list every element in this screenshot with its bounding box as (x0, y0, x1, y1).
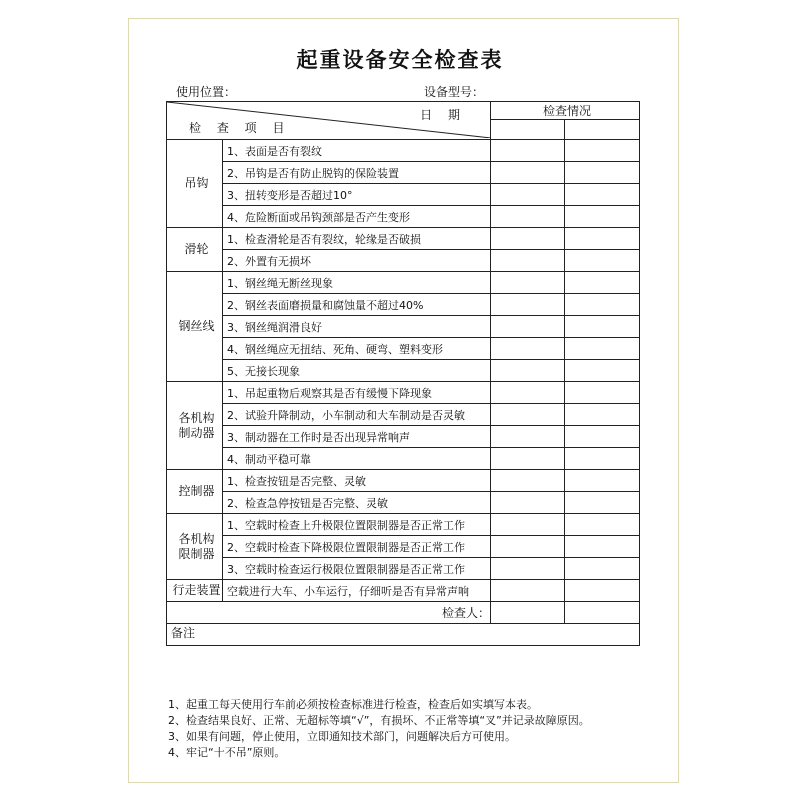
check-cell[interactable] (491, 228, 565, 250)
check-cell[interactable] (565, 272, 640, 294)
item-text: 1、空载时检查上升极限位置限制器是否正常工作 (223, 514, 491, 536)
item-text: 4、制动平稳可靠 (223, 448, 491, 470)
check-cell[interactable] (565, 228, 640, 250)
check-cell[interactable] (565, 140, 640, 162)
check-cell[interactable] (491, 404, 565, 426)
item-text: 1、钢丝绳无断丝现象 (223, 272, 491, 294)
category-controller: 控制器 (167, 470, 223, 514)
item-text: 4、钢丝绳应无扭结、死角、硬弯、塑料变形 (223, 338, 491, 360)
item-text: 2、试验升降制动，小车制动和大车制动是否灵敏 (223, 404, 491, 426)
table-row (167, 316, 640, 338)
check-cell[interactable] (491, 426, 565, 448)
check-cell[interactable] (565, 558, 640, 580)
check-cell[interactable] (565, 206, 640, 228)
check-cell[interactable] (565, 294, 640, 316)
check-cell[interactable] (491, 360, 565, 382)
check-cell[interactable] (491, 140, 565, 162)
instructions (168, 697, 590, 761)
checker-label: 检查人： (167, 602, 491, 624)
table-row (167, 272, 640, 294)
table-row (167, 558, 640, 580)
category-limiters (167, 514, 223, 580)
table-row (167, 338, 640, 360)
table-row (167, 470, 640, 492)
instruction-line: 2、检查结果良好、正常、无超标等填“√”，有损坏、不正常等填“叉”并记录故障原因。 (168, 714, 590, 727)
item-text: 1、检查按钮是否完整、灵敏 (223, 470, 491, 492)
table-row (167, 492, 640, 514)
table-row (167, 580, 640, 602)
table-row (167, 426, 640, 448)
table-row (167, 294, 640, 316)
table-row (167, 206, 640, 228)
date-cell[interactable] (491, 120, 565, 140)
check-cell[interactable] (491, 338, 565, 360)
check-cell[interactable] (565, 580, 640, 602)
instruction-line: 1、起重工每天使用行车前必须按检查标准进行检查，检查后如实填写本表。 (168, 698, 538, 711)
table-row (167, 228, 640, 250)
remarks-row (167, 624, 640, 646)
check-cell[interactable] (565, 448, 640, 470)
category-brakes-line2: 制动器 (178, 425, 215, 440)
location-label: 使用位置： (176, 85, 237, 99)
check-cell[interactable] (491, 294, 565, 316)
check-cell[interactable] (565, 316, 640, 338)
category-wire-rope: 钢丝线 (167, 272, 223, 382)
checker-row (167, 602, 640, 624)
header-date-label: 日 期 (420, 108, 466, 122)
item-text: 2、空载时检查下降极限位置限制器是否正常工作 (223, 536, 491, 558)
check-cell[interactable] (565, 382, 640, 404)
check-cell[interactable] (565, 250, 640, 272)
check-cell[interactable] (491, 514, 565, 536)
check-cell[interactable] (491, 558, 565, 580)
check-cell[interactable] (491, 206, 565, 228)
table-row (167, 140, 640, 162)
item-text: 3、扭转变形是否超过10° (223, 184, 491, 206)
check-cell[interactable] (565, 492, 640, 514)
check-cell[interactable] (565, 404, 640, 426)
check-cell[interactable] (565, 338, 640, 360)
item-text: 3、钢丝绳润滑良好 (223, 316, 491, 338)
check-cell[interactable] (565, 184, 640, 206)
table-row (167, 382, 640, 404)
category-brakes (167, 382, 223, 470)
header-diagonal-cell (167, 102, 491, 140)
signature-cell[interactable] (491, 602, 565, 624)
check-cell[interactable] (565, 470, 640, 492)
category-travel: 行走装置 (167, 580, 223, 602)
check-cell[interactable] (565, 426, 640, 448)
instruction-line: 3、如果有问题，停止使用，立即通知技术部门，问题解决后方可使用。 (168, 730, 516, 743)
header-row (167, 102, 640, 120)
category-limiters-line1: 各机构 (178, 531, 215, 546)
check-cell[interactable] (565, 360, 640, 382)
check-cell[interactable] (491, 492, 565, 514)
check-cell[interactable] (491, 536, 565, 558)
check-cell[interactable] (491, 470, 565, 492)
check-cell[interactable] (565, 514, 640, 536)
category-pulley: 滑轮 (167, 228, 223, 272)
header-status-label: 检查情况 (491, 102, 640, 120)
table-row (167, 404, 640, 426)
form-title: 起重设备安全检查表 (296, 47, 504, 72)
item-text: 5、无接长现象 (223, 360, 491, 382)
item-text: 1、表面是否有裂纹 (223, 140, 491, 162)
item-text: 4、危险断面或吊钩颈部是否产生变形 (223, 206, 491, 228)
item-text: 3、制动器在工作时是否出现异常响声 (223, 426, 491, 448)
check-cell[interactable] (491, 162, 565, 184)
remarks-field[interactable]: 备注 (167, 624, 640, 646)
item-text: 2、外置有无损坏 (223, 250, 491, 272)
table-row (167, 514, 640, 536)
item-text: 1、吊起重物后观察其是否有缓慢下降现象 (223, 382, 491, 404)
check-cell[interactable] (491, 448, 565, 470)
category-hook: 吊钩 (167, 140, 223, 228)
check-cell[interactable] (491, 382, 565, 404)
item-text: 2、检查急停按钮是否完整、灵敏 (223, 492, 491, 514)
table-row (167, 184, 640, 206)
model-label: 设备型号： (424, 85, 485, 99)
table-row (167, 536, 640, 558)
signature-cell[interactable] (565, 602, 640, 624)
table-row (167, 162, 640, 184)
check-cell[interactable] (565, 162, 640, 184)
item-text: 1、检查滑轮是否有裂纹，轮缘是否破损 (223, 228, 491, 250)
category-limiters-line2: 限制器 (178, 546, 215, 561)
instruction-line: 4、牢记“十不吊”原则。 (168, 746, 286, 759)
date-cell[interactable] (565, 120, 640, 140)
check-cell[interactable] (565, 536, 640, 558)
table-row (167, 250, 640, 272)
table-row (167, 360, 640, 382)
check-cell[interactable] (491, 580, 565, 602)
check-cell[interactable] (491, 184, 565, 206)
item-text: 空载进行大车、小车运行，仔细听是否有异常声响 (223, 580, 491, 602)
item-text: 3、空载时检查运行极限位置限制器是否正常工作 (223, 558, 491, 580)
category-brakes-line1: 各机构 (178, 410, 215, 425)
item-text: 2、钢丝表面磨损量和腐蚀量不超过40% (223, 294, 491, 316)
header-item-label: 检 查 项 目 (189, 121, 291, 135)
check-cell[interactable] (491, 250, 565, 272)
table-row (167, 448, 640, 470)
inspection-table (166, 101, 640, 646)
check-cell[interactable] (491, 272, 565, 294)
check-cell[interactable] (491, 316, 565, 338)
item-text: 2、吊钩是否有防止脱钩的保险装置 (223, 162, 491, 184)
